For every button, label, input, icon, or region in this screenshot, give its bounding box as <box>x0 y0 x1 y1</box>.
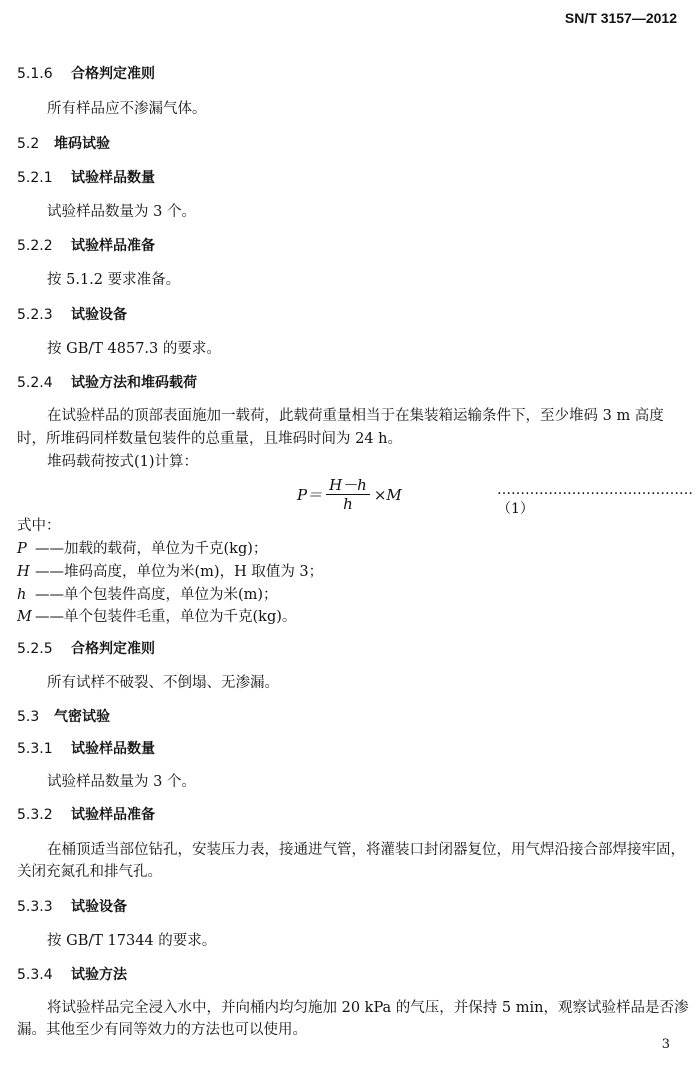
heading-5-3-3 <box>17 897 127 917</box>
section-number: 5.3.2 <box>17 807 53 823</box>
formula-lhs: P＝ <box>297 486 323 504</box>
heading-5-3-2 <box>17 805 155 825</box>
paragraph-5-2-1: 试验样品数量为 3 个。 <box>47 204 196 220</box>
paragraph-5-3-2-line-1: 在桶顶适当部位钻孔，安装压力表，接通进气管，将灌装口封闭器复位，用气焊沿接合部焊接牢固， <box>47 842 685 858</box>
paragraph-5-2-3: 按 GB/T 4857.3 的要求。 <box>47 341 221 357</box>
section-title: 试验样品准备 <box>71 238 155 254</box>
paragraph-5-2-5: 所有试样不破裂、不倒塌、无渗漏。 <box>47 675 279 691</box>
variable-P <box>17 539 267 559</box>
formula-rhs: ×M <box>373 485 402 504</box>
heading-5-3-1 <box>17 739 155 759</box>
section-number: 5.3.4 <box>17 967 53 983</box>
paragraph-5-3-4-line-2: 漏。其他至少有同等效力的方法也可以使用。 <box>17 1022 307 1038</box>
section-number: 5.2.4 <box>17 375 53 391</box>
variable-M <box>17 607 296 627</box>
section-title: 堆码试验 <box>54 136 110 152</box>
paragraph-5-2-2: 按 5.1.2 要求准备。 <box>47 272 181 288</box>
paragraph-5-3-2-line-2: 关闭充氮孔和排气孔。 <box>17 864 162 880</box>
where-label: 式中： <box>17 518 61 534</box>
section-title: 试验方法和堆码载荷 <box>71 375 197 391</box>
variable-description: ——加载的载荷，单位为千克(kg)； <box>35 541 268 557</box>
section-title: 试验样品准备 <box>71 807 155 823</box>
variable-symbol: P <box>17 541 27 557</box>
heading-5-1-6 <box>17 64 155 84</box>
section-title: 气密试验 <box>54 709 110 725</box>
section-title: 合格判定准则 <box>71 66 155 82</box>
heading-5-3-4 <box>17 965 127 985</box>
paragraph-5-3-4-line-1: 将试验样品完全浸入水中，并向桶内均匀施加 20 kPa 的气压，并保持 5 min，观察试验样品是否渗 <box>47 1000 689 1016</box>
variable-h <box>17 585 278 605</box>
section-title: 试验样品数量 <box>71 170 155 186</box>
paragraph-5-2-4-line-2: 时，所堆码同样数量包装件的总重量，且堆码时间为 24 h。 <box>17 431 403 447</box>
section-number: 5.2.1 <box>17 170 53 186</box>
section-number: 5.1.6 <box>17 66 53 82</box>
section-number: 5.2.5 <box>17 641 53 657</box>
section-number: 5.2.2 <box>17 238 53 254</box>
section-title: 试验设备 <box>71 899 127 915</box>
variable-description: ——单个包装件高度，单位为米(m)； <box>35 587 278 603</box>
variable-symbol: M <box>17 609 32 625</box>
formula-fraction <box>326 476 370 513</box>
section-title: 试验设备 <box>71 307 127 323</box>
heading-5-2-4 <box>17 373 197 393</box>
section-number: 5.2.3 <box>17 307 53 323</box>
section-number: 5.3.1 <box>17 741 53 757</box>
heading-5-2-3 <box>17 305 127 325</box>
paragraph-5-2-4-line-3: 堆码载荷按式(1)计算： <box>47 454 199 470</box>
heading-5-2 <box>17 134 110 154</box>
heading-5-2-5 <box>17 639 155 659</box>
section-title: 合格判定准则 <box>71 641 155 657</box>
section-title: 试验方法 <box>71 967 127 983</box>
variable-symbol: h <box>17 587 27 603</box>
page-number: 3 <box>661 1037 670 1052</box>
section-number: 5.3.3 <box>17 899 53 915</box>
paragraph-5-1-6: 所有样品应不渗漏气体。 <box>47 101 207 117</box>
standard-code: SN/T 3157—2012 <box>564 10 677 26</box>
formula-numerator: H－h <box>326 476 370 495</box>
paragraph-5-3-1: 试验样品数量为 3 个。 <box>47 774 196 790</box>
heading-5-3 <box>17 707 110 727</box>
formula-denominator: h <box>343 495 353 513</box>
paragraph-5-3-3: 按 GB/T 17344 的要求。 <box>47 933 217 949</box>
section-number: 5.2 <box>17 136 40 152</box>
stacking-load-formula <box>297 476 402 513</box>
variable-description: ——堆码高度，单位为米(m)，H 取值为 3； <box>35 564 324 580</box>
heading-5-2-2 <box>17 236 155 256</box>
heading-5-2-1 <box>17 168 155 188</box>
section-number: 5.3 <box>17 709 40 725</box>
variable-description: ——单个包装件毛重，单位为千克(kg)。 <box>35 609 297 625</box>
variable-symbol: H <box>17 564 30 580</box>
section-title: 试验样品数量 <box>71 741 155 757</box>
variable-H <box>17 562 323 582</box>
paragraph-5-2-4-line-1: 在试验样品的顶部表面施加一载荷，此载荷重量相当于在集装箱运输条件下，至少堆码 3 m 高度 <box>47 408 664 424</box>
equation-number: ……………………………………（1） <box>497 482 693 517</box>
